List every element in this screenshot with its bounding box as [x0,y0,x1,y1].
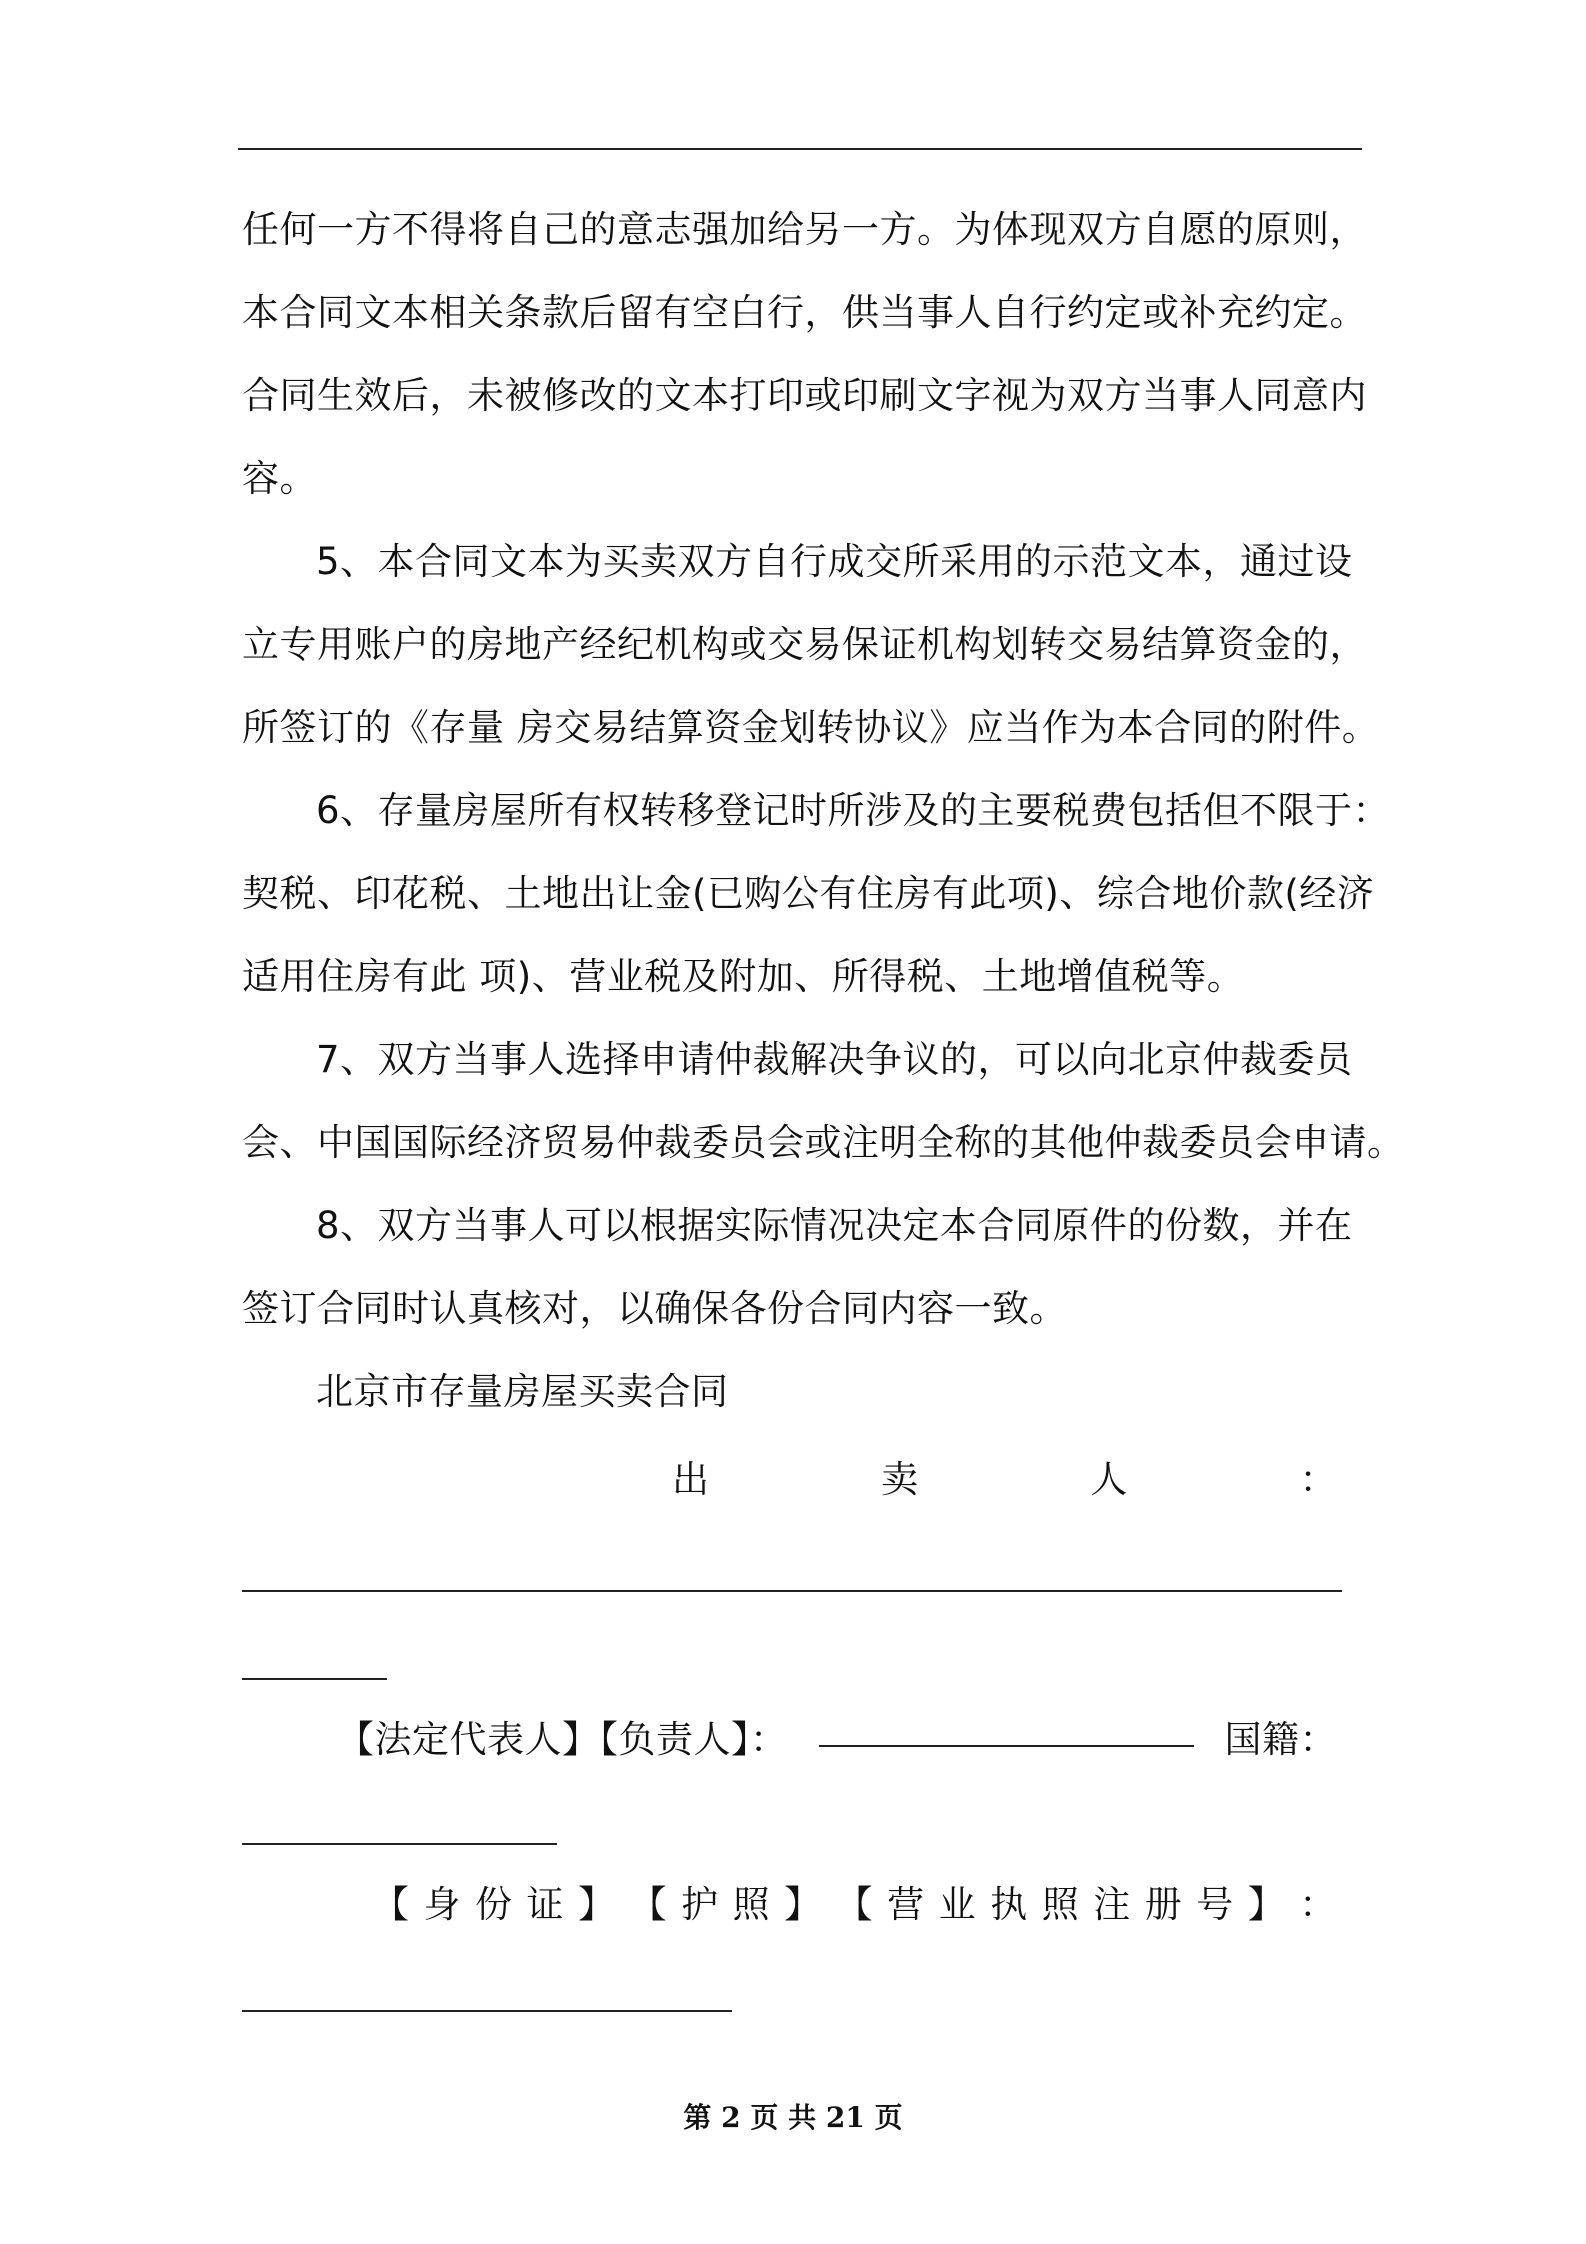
id-row-char: 【 [372,1883,410,1926]
contract-title: 北京市存量房屋买卖合同 [316,1370,729,1413]
id-row-char: 执 [990,1883,1028,1926]
item-6-line: 适用住房有此 项)、营业税及附加、所得税、土地增值税等。 [242,955,1245,998]
item-5-line: 5、本合同文本为买卖双方自行成交所采用的示范文本，通过设 [316,540,1353,583]
id-row-char: 照 [1041,1883,1080,1926]
id-row-char: 】 [1247,1883,1286,1926]
id-row-char: ： [1299,1883,1337,1926]
item-7-line: 7、双方当事人选择申请仲裁解决争议的，可以向北京仲裁委员 [316,1038,1353,1081]
id-row-char: 册 [1144,1883,1183,1926]
id-row-char: 护 [681,1883,719,1926]
seller-label-char: 卖 [881,1458,919,1501]
item-5-line: 立专用账户的房地产经纪机构或交易保证机构划转交易结算资金的， [242,623,1367,666]
id-row-char: 注 [1093,1883,1131,1926]
id-row-char: 【 [835,1883,874,1926]
nationality-blank [242,1843,557,1845]
representative-label: 【法定代表人】【负责人】： [337,1718,788,1761]
seller-label-char: 出 [672,1458,710,1501]
id-row-char: 号 [1196,1883,1234,1926]
page-number: 第 2 页 共 21 页 [683,2101,903,2134]
representative-blank [819,1715,1194,1747]
item-6-line: 契税、印花税、土地出让金(已购公有住房有此项)、综合地价款(经济 [242,872,1375,915]
id-row-char: 份 [475,1883,513,1926]
paragraph-line: 任何一方不得将自己的意志强加给另一方。为体现双方自愿的原则， [242,208,1367,251]
header-rule [238,148,1362,150]
id-row-char: 照 [732,1883,771,1926]
item-6-line: 6、存量房屋所有权转移登记时所涉及的主要税费包括但不限于： [316,789,1391,832]
item-7-line: 会、中国国际经济贸易仲裁委员会或注明全称的其他仲裁委员会申请。 [242,1121,1405,1164]
item-8-line: 8、双方当事人可以根据实际情况决定本合同原件的份数，并在 [316,1204,1353,1247]
seller-label-char: ： [1299,1458,1337,1501]
id-row-char: 身 [423,1883,462,1926]
id-row-char: 业 [938,1883,977,1926]
id-row-char: 营 [887,1883,925,1926]
item-5-line: 所签订的《存量 房交易结算资金划转协议》应当作为本合同的附件。 [242,706,1380,749]
representative-row [242,1715,1366,1765]
id-number-blank [242,2010,732,2012]
id-row-char: 】 [784,1883,822,1926]
seller-name-blank-continued [242,1678,387,1680]
nationality-label: 国籍： [1224,1718,1337,1761]
seller-label [242,1455,1337,1505]
item-8-line: 签订合同时认真核对，以确保各份合同内容一致。 [242,1287,1067,1330]
seller-name-blank [242,1590,1342,1592]
seller-label-char: 人 [1090,1458,1128,1501]
id-row-char: 证 [526,1883,565,1926]
id-row-char: 【 [629,1883,668,1926]
id-row [242,1880,1337,1930]
paragraph-line: 本合同文本相关条款后留有空白行，供当事人自行约定或补充约定。 [242,291,1367,334]
id-row-char: 】 [578,1883,616,1926]
paragraph-line: 容。 [242,457,317,500]
paragraph-line: 合同生效后，未被修改的文本打印或印刷文字视为双方当事人同意内 [242,374,1367,417]
